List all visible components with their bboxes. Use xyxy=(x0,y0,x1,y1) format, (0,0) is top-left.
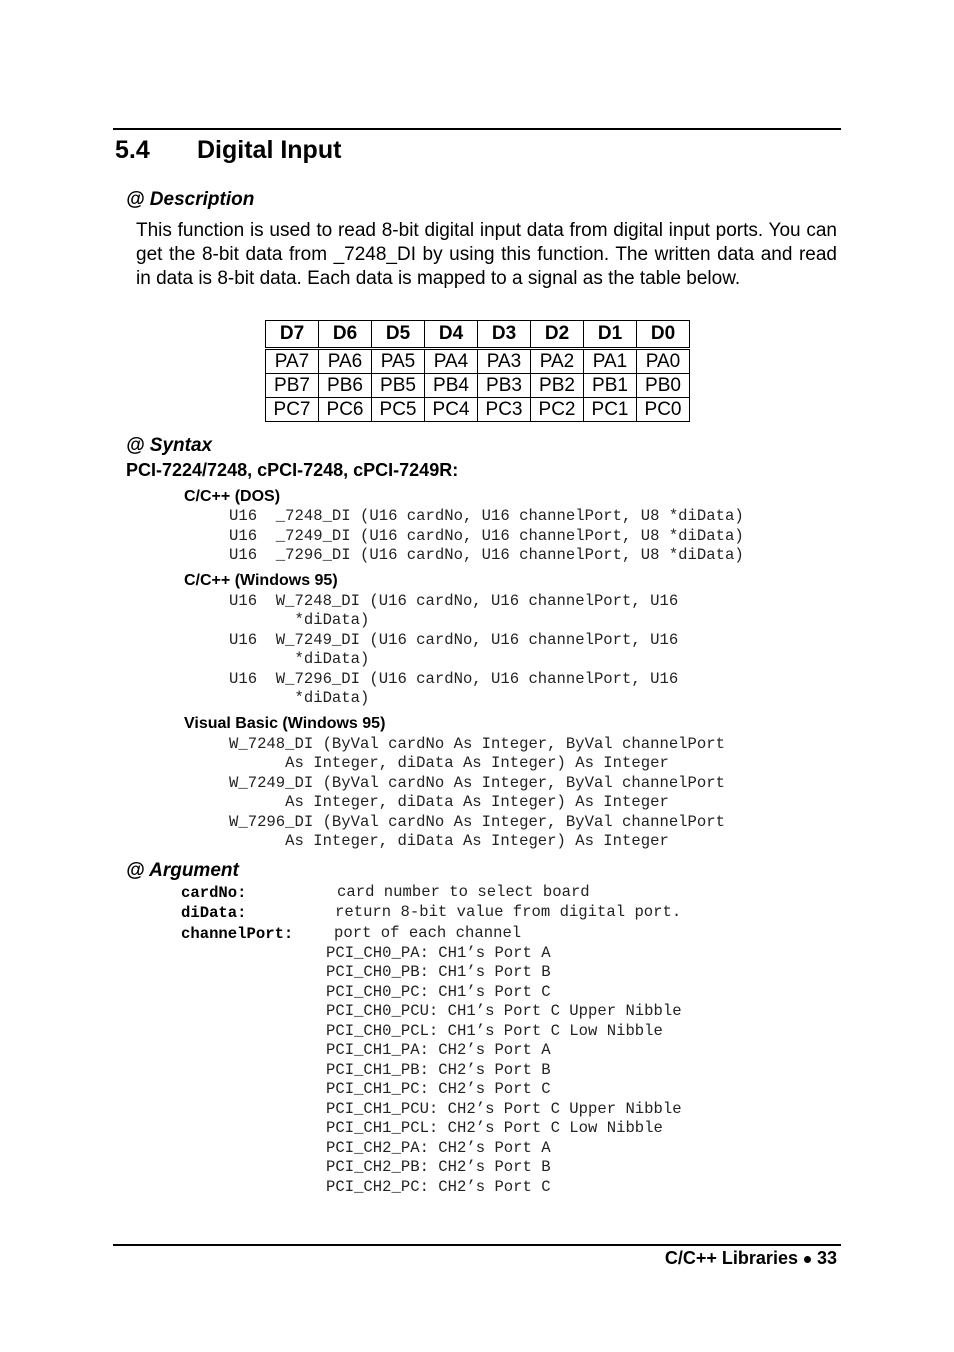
arg-desc: card number to select board xyxy=(337,883,590,901)
arg-name: channelPort: xyxy=(181,925,294,943)
code-line: *diData) xyxy=(229,611,370,629)
col-header: D3 xyxy=(478,321,531,349)
signal-table xyxy=(265,320,690,422)
port-line: PCI_CH2_PC: CH2’s Port C xyxy=(326,1178,551,1196)
col-header: D6 xyxy=(319,321,372,349)
table-cell: PA0 xyxy=(637,349,690,374)
port-line: PCI_CH2_PA: CH2’s Port A xyxy=(326,1139,551,1157)
port-line: PCI_CH0_PCU: CH1’s Port C Upper Nibble xyxy=(326,1002,682,1020)
vb-label: Visual Basic (Windows 95) xyxy=(184,715,386,732)
table-cell: PA7 xyxy=(266,349,319,374)
port-line: PCI_CH1_PCU: CH2’s Port C Upper Nibble xyxy=(326,1100,682,1118)
bullet-icon xyxy=(804,1256,811,1263)
port-line: PCI_CH1_PCL: CH2’s Port C Low Nibble xyxy=(326,1119,663,1137)
table-cell: PC6 xyxy=(319,398,372,422)
col-header: D4 xyxy=(425,321,478,349)
table-cell: PB7 xyxy=(266,374,319,398)
table-cell: PA1 xyxy=(584,349,637,374)
port-line: PCI_CH0_PA: CH1’s Port A xyxy=(326,944,551,962)
table-cell: PA6 xyxy=(319,349,372,374)
port-line: PCI_CH1_PC: CH2’s Port C xyxy=(326,1080,551,1098)
code-line: U16 W_7296_DI (U16 cardNo, U16 channelPort, U16 xyxy=(229,670,679,688)
table-cell: PB6 xyxy=(319,374,372,398)
code-line: U16 _7248_DI (U16 cardNo, U16 channelPort, U8 *diData) xyxy=(229,507,744,525)
code-line: As Integer, diData As Integer) As Integer xyxy=(229,832,669,850)
header-rule xyxy=(113,128,841,130)
table-cell: PC4 xyxy=(425,398,478,422)
port-line: PCI_CH0_PB: CH1’s Port B xyxy=(326,963,551,981)
syntax-cards: PCI-7224/7248, cPCI-7248, cPCI-7249R: xyxy=(126,460,459,480)
arg-desc: return 8-bit value from digital port. xyxy=(335,903,682,921)
table-row xyxy=(266,374,690,398)
page-number: 33 xyxy=(816,1248,837,1268)
code-line: U16 _7296_DI (U16 cardNo, U16 channelPort, U8 *diData) xyxy=(229,546,744,564)
code-line: *diData) xyxy=(229,650,370,668)
col-header: D0 xyxy=(637,321,690,349)
code-line: U16 W_7249_DI (U16 cardNo, U16 channelPort, U16 xyxy=(229,631,679,649)
col-header: D7 xyxy=(266,321,319,349)
col-header: D1 xyxy=(584,321,637,349)
table-row xyxy=(266,349,690,374)
win-label: C/C++ (Windows 95) xyxy=(184,572,338,589)
port-line: PCI_CH1_PB: CH2’s Port B xyxy=(326,1061,551,1079)
table-cell: PB3 xyxy=(478,374,531,398)
signal-table-header xyxy=(266,321,690,349)
argument-heading: @ Argument xyxy=(126,860,239,881)
page-footer xyxy=(665,1248,837,1269)
code-line: As Integer, diData As Integer) As Integer xyxy=(229,754,669,772)
port-line: PCI_CH1_PA: CH2’s Port A xyxy=(326,1041,551,1059)
table-cell: PB1 xyxy=(584,374,637,398)
table-cell: PB5 xyxy=(372,374,425,398)
table-cell: PB4 xyxy=(425,374,478,398)
port-line: PCI_CH2_PB: CH2’s Port B xyxy=(326,1158,551,1176)
table-cell: PA4 xyxy=(425,349,478,374)
col-header: D2 xyxy=(531,321,584,349)
table-cell: PA5 xyxy=(372,349,425,374)
footer-chapter: C/C++ Libraries xyxy=(664,1248,798,1268)
description-text: This function is used to read 8-bit digital input data from digital input ports. You can get the 8-bit data from _7248_DI by using this function. The written data and read in data is 8-bit data. Each data is mapped to a signal as the table below. xyxy=(136,220,837,289)
syntax-heading: @ Syntax xyxy=(126,435,213,456)
arg-name: cardNo: xyxy=(181,884,247,902)
table-cell: PC2 xyxy=(531,398,584,422)
description-heading: @ Description xyxy=(126,189,255,210)
table-cell: PA2 xyxy=(531,349,584,374)
table-cell: PC7 xyxy=(266,398,319,422)
table-cell: PB2 xyxy=(531,374,584,398)
arg-desc: port of each channel xyxy=(334,924,522,942)
port-line: PCI_CH0_PC: CH1’s Port C xyxy=(326,983,551,1001)
table-cell: PA3 xyxy=(478,349,531,374)
table-cell: PC0 xyxy=(637,398,690,422)
table-cell: PC1 xyxy=(584,398,637,422)
section-number: 5.4 xyxy=(115,136,150,164)
code-line: U16 _7249_DI (U16 cardNo, U16 channelPort, U8 *diData) xyxy=(229,526,744,545)
code-line: W_7296_DI (ByVal cardNo As Integer, ByVal channelPort xyxy=(229,813,725,831)
table-row xyxy=(266,398,690,422)
code-line: As Integer, diData As Integer) As Integer xyxy=(229,793,669,811)
col-header: D5 xyxy=(372,321,425,349)
code-line: W_7248_DI (ByVal cardNo As Integer, ByVal channelPort xyxy=(229,735,725,753)
arg-name: diData: xyxy=(181,904,247,922)
table-cell: PC3 xyxy=(478,398,531,422)
footer-rule xyxy=(113,1244,841,1246)
table-cell: PB0 xyxy=(637,374,690,398)
code-line: *diData) xyxy=(229,689,370,707)
code-line: U16 W_7248_DI (U16 cardNo, U16 channelPort, U16 xyxy=(229,592,679,610)
table-cell: PC5 xyxy=(372,398,425,422)
code-line: W_7249_DI (ByVal cardNo As Integer, ByVal channelPort xyxy=(229,774,725,792)
dos-label: C/C++ (DOS) xyxy=(184,488,281,505)
section-title: Digital Input xyxy=(197,136,342,164)
port-line: PCI_CH0_PCL: CH1’s Port C Low Nibble xyxy=(326,1022,663,1040)
